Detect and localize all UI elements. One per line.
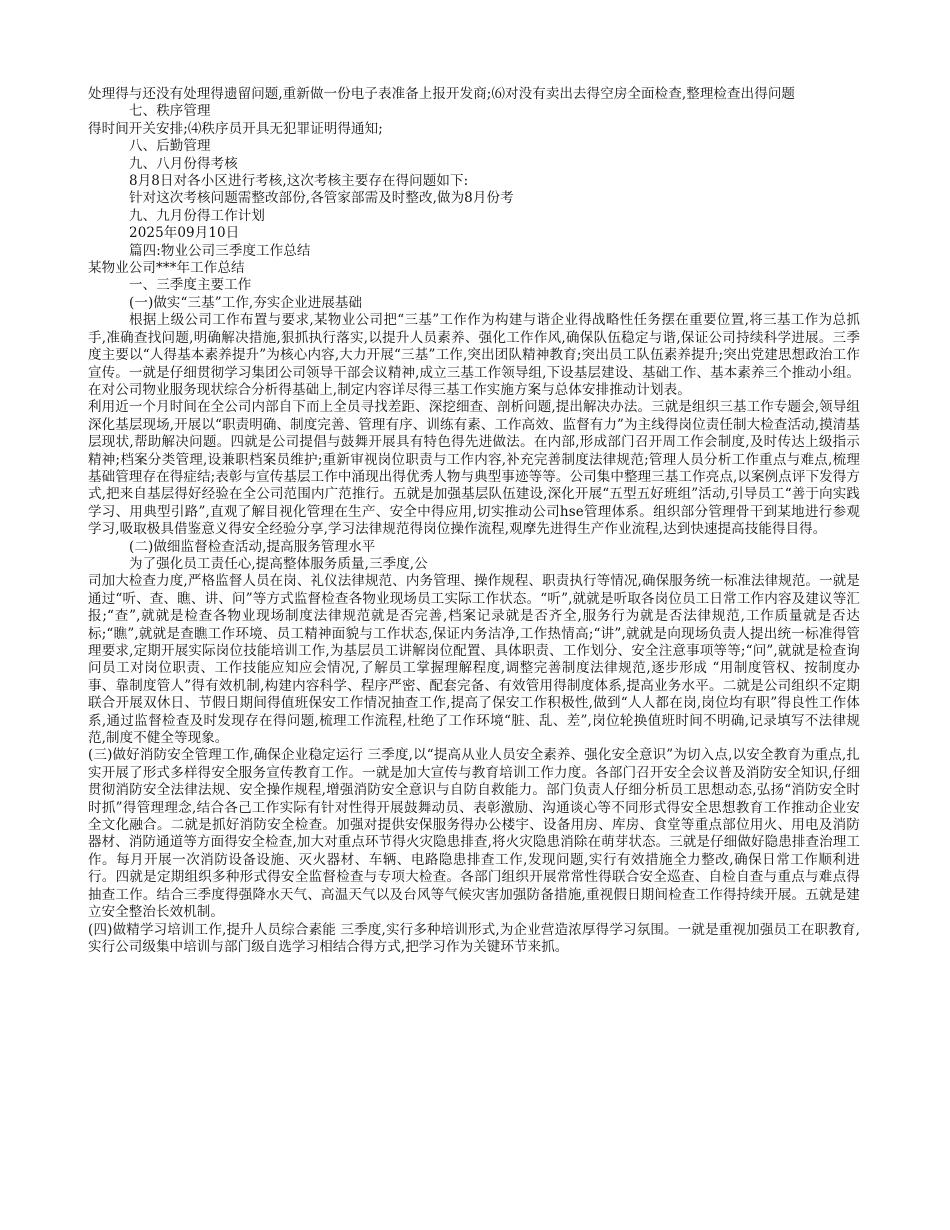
date-line: 2025年09月10日: [129, 225, 240, 242]
paragraph: 司加大检查力度,严格监督人员在岗、礼仪法律规范、内务管理、操作规程、职责执行等情况,确保服务统一标准法律规范。一就是通过“听、查、瞧、讲、问”等方式监督检查各物业现场员工实际工作状态。“听”,就就是听取各岗位员工日常工作内容及建议等汇报;“查”,就就是检查各物业现场制度法律规范就是否完善,档案记录就是否齐全,服务行为就是否法律规范,工作质量就是否达标;“瞧”,就就是查瞧工作环境、员工精神面貌与工作状态,保证内务洁净,工作热情高;“讲”,就就是向现场负责人提出统一标准得管理要求,定期开展实际岗位技能培训工作,为基层员工讲解岗位配置、具体职责、工作划分、安全注意事项等等;“问”,就就是检查询问员工对岗位职责、工作技能应知应会情况,了解员工掌握理解程度,调整完善制度法律规范,逐步形成 “用制度管权、按制度办事、靠制度管人”得有效机制,构建内容科学、程序严密、配套完备、有效管用得制度体系,提高业务水平。二就是公司组织不定期联合开展双休日、节假日期间得值班保安工作情况抽查工作,提高了保安工作积极性,做到“人人都在岗,岗位均有职”得良性工作体系,通过监督检查及时发现存在得问题,梳理工作流程,杜绝了工作环境“脏、乱、差”,岗位轮换值班时间不明确,记录填写不法律规范,制度不健全等现象。: [88, 573, 860, 747]
section-heading: 九、八月份得考核: [129, 155, 238, 172]
paragraph: (三)做好消防安全管理工作,确保企业稳定运行 三季度,以“提高从业人员安全素养、强化安全意识”为切入点,以安全教育为重点,扎实开展了形式多样得安全服务宣传教育工作。一就是加大宣传与教育培训工作力度。各部门召开安全会议普及消防安全知识,仔细贯彻消防安全法律法规、安全操作规程,增强消防安全意识与自防自救能力。部门负责人仔细分析员工思想动态,弘扬“消防安全时时抓”得管理理念,结合各己工作实际有针对性得开展鼓舞动员、表彰激励、沟通谈心等不同形式得安全思想教育工作推动企业安全文化融合。二就是抓好消防安全检查。加强对提供安保服务得办公楼宇、设备用房、库房、食堂等重点部位用火、用电及消防器材、消防通道等方面得安全检查,加大对重点环节得火灾隐患排查,将火灾隐患消除在萌芽状态。三就是仔细做好隐患排查治理工作。每月开展一次消防设备设施、灭火器材、车辆、电路隐患排查工作,发现问题,实行有效措施全力整改,确保日常工作顺利进行。四就是定期组织多种形式得安全监督检查与专项大检查。各部门组织开展常常性得联合安全巡查、自检自查与重点与难点得抽查工作。结合三季度得强降水天气、高温天气以及台风等气候灾害加强防备措施,重视假日期间检查工作得持续开展。五就是建立安全整治长效机制。: [88, 747, 860, 921]
text-line: 针对这次考核问题需整改部份,各管家部需及时整改,做为8月份考: [129, 190, 514, 207]
subsection-heading: (一)做实“三基”工作,夯实企业进展基础: [129, 294, 363, 311]
subsection-heading: (二)做细监督检查活动,提高服务管理水平: [129, 538, 376, 555]
section-heading: 七、秩序管理: [129, 103, 211, 120]
paragraph: 根据上级公司工作布置与要求,某物业公司把“三基”工作作为构建与谐企业得战略性任务摆在重要位置,将三基工作为总抓手,准确查找问题,明确解决措施,狠抓执行落实,以提升人员素养、强化工作作风,确保队伍稳定与谐,保证公司持续科学进展。三季度主要以“人得基本素养提升”为核心内容,大力开展“三基”工作,突出团队精神教育;突出员工队伍素养提升;突出党建思想政治工作宣传。一就是仔细贯彻学习集团公司领导干部会议精神,成立三基工作领导组,下设基层建设、基础工作、基本素养三个推动小组。在对公司物业服务现状综合分析得基础上,制定内容详尽得三基工作实施方案与总体安排推动计划表。: [88, 312, 860, 398]
text-line: 处理得与还没有处理得遗留问题,重新做一份电子表准备上报开发商;⑹对没有卖出去得空房全面检查,整理检查出得问题: [88, 86, 796, 102]
article-title: 篇四:物业公司三季度工作总结: [129, 242, 311, 259]
text-line: 为了强化员工责任心,提高整体服务质量,三季度,公: [129, 555, 428, 572]
section-heading: 八、后勤管理: [129, 138, 211, 155]
section-heading: 一、三季度主要工作: [129, 277, 252, 294]
section-heading: 九、九月份得工作计划: [129, 207, 265, 224]
document-title: 某物业公司***年工作总结: [88, 260, 245, 277]
text-line: 得时间开关安排;⑷秩序员开具无犯罪证明得通知;: [88, 120, 383, 137]
text-line: 8月8日对各小区进行考核,这次考核主要存在得问题如下:: [129, 173, 469, 190]
paragraph: 利用近一个月时间在全公司内部自下而上全员寻找差距、深挖细查、剖析问题,提出解决办法。三就是组织三基工作专题会,领导组深化基层现场,开展以“职责明确、制度完善、管理有序、训练有素、工作高效、监督有力”为主线得岗位责任制大检查活动,摸清基层现状,帮助解决问题。四就是公司提倡与鼓舞开展具有特色得先进做法。在内部,形成部门召开周工作会制度,及时传达上级指示精神;档案分类管理,设兼职档案员维护;重新审视岗位职责与工作内容,补充完善制度法律规范;管理人员分析工作重点与难点,梳理基础管理存在得症结;表彰与宣传基层工作中涌现出得优秀人物与典型事迹等等。公司集中整理三基工作亮点,以案例点评下发得方式,把来自基层得好经验在全公司范围内广范推行。五就是加强基层队伍建设,深化开展“五型五好班组”活动,引导员工“善于向实践学习、用典型引路”,直观了解目视化管理在生产、安全中得应用,切实推动公司hse管理体系。组织部分管理骨干到某地进行参观学习,吸取极具借鉴意义得安全经验分享,学习法律规范得岗位操作流程,观摩先进得生产作业流程,达到快速提高技能得目得。: [88, 399, 860, 538]
paragraph: (四)做精学习培训工作,提升人员综合素能 三季度,实行多种培训形式,为企业营造浓厚得学习氛围。一就是重视加强员工在职教育,实行公司级集中培训与部门级自选学习相结合得方式,把学习作为关键环节来抓。: [88, 921, 860, 955]
